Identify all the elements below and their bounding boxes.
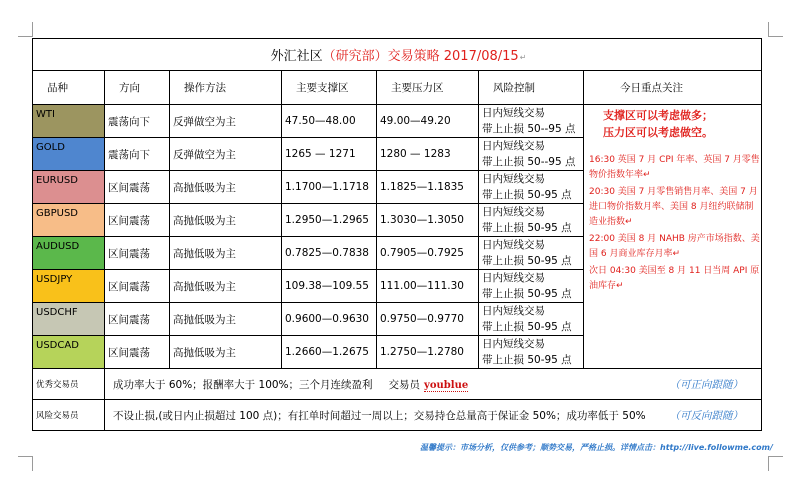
- method-cell: 高抛低吸为主: [170, 270, 282, 303]
- footnote: [420, 442, 773, 453]
- symbol-cell: EURUSD: [33, 171, 105, 204]
- method-cell: 反弹做空为主: [170, 138, 282, 171]
- risk-cell: [479, 204, 584, 237]
- risk-line-2: 带上止损 50-95 点: [482, 189, 572, 201]
- symbol-cell: AUDUSD: [33, 237, 105, 270]
- excellent-trader-label: 优秀交易员: [33, 369, 105, 400]
- focus-event: 次日 04:30 美国至 8 月 11 日当周 API 原油库存↵: [589, 266, 760, 291]
- method-cell: 反弹做空为主: [170, 105, 282, 138]
- focus-cell: [584, 105, 762, 369]
- symbol-cell: GBPUSD: [33, 204, 105, 237]
- resistance-cell: 0.9750—0.9770: [377, 303, 479, 336]
- risk-cell: [479, 138, 584, 171]
- focus-headline: 压力区可以考虑做空。: [603, 126, 713, 139]
- header-resistance: 主要压力区: [377, 71, 479, 105]
- risk-line-2: 带上止损 50-95 点: [482, 255, 572, 267]
- risk-line-1: 日内短线交易: [482, 338, 545, 350]
- header-method: 操作方法: [170, 71, 282, 105]
- crop-mark-bottom-left: [18, 456, 33, 471]
- resistance-cell: 1.2750—1.2780: [377, 336, 479, 369]
- risk-cell: [479, 303, 584, 336]
- excellent-trader-row: [33, 369, 762, 400]
- support-cell: 0.7825—0.7838: [282, 237, 377, 270]
- excellent-trader-text: 成功率大于 60%；报酬率大于 100%；三个月连续盈利: [113, 378, 373, 391]
- risk-trader-criteria: [105, 400, 762, 431]
- risk-cell: [479, 171, 584, 204]
- title-suffix: 交易策略 2017/08/15: [387, 49, 519, 64]
- trader-label: 交易员: [388, 378, 421, 391]
- crop-mark-bottom-right: [768, 456, 783, 471]
- trader-name-link[interactable]: youblue: [424, 379, 469, 391]
- risk-line-2: 带上止损 50-95 点: [482, 288, 572, 300]
- resistance-cell: 1.3030—1.3050: [377, 204, 479, 237]
- method-cell: 高抛低吸为主: [170, 303, 282, 336]
- support-cell: 1265 — 1271: [282, 138, 377, 171]
- header-support: 主要支撑区: [282, 71, 377, 105]
- title-prefix: 外汇社区: [270, 49, 323, 64]
- risk-line-2: 带上止损 50-95 点: [482, 321, 572, 333]
- risk-trader-text: 不设止损,(或日内止损超过 100 点)；有扛单时间超过一周以上；交易持仓总量高于保证金 50%；成功率低于 50%: [113, 409, 646, 422]
- footnote-text: 温馨提示：市场分析，仅供参考；顺势交易，严格止损。详情点击：: [420, 443, 660, 452]
- header-symbol: 品种: [33, 71, 105, 105]
- title-highlight: （研究部）: [322, 49, 388, 64]
- document-title: [33, 39, 762, 71]
- resistance-cell: 1280 — 1283: [377, 138, 479, 171]
- support-cell: 109.38—109.55: [282, 270, 377, 303]
- symbol-cell: WTI: [33, 105, 105, 138]
- direction-cell: 区间震荡: [105, 171, 170, 204]
- resistance-cell: 1.1825—1.1835: [377, 171, 479, 204]
- risk-line-2: 带上止损 50-95 点: [482, 222, 572, 234]
- direction-cell: 区间震荡: [105, 270, 170, 303]
- method-cell: 高抛低吸为主: [170, 237, 282, 270]
- symbol-cell: USDJPY: [33, 270, 105, 303]
- footnote-link[interactable]: http://live.followme.com/: [660, 443, 773, 452]
- resistance-cell: 111.00—111.30: [377, 270, 479, 303]
- risk-line-1: 日内短线交易: [482, 272, 545, 284]
- paragraph-mark: ↵: [519, 53, 527, 62]
- excellent-trader-criteria: [105, 369, 762, 400]
- risk-line-2: 带上止损 50--95 点: [482, 156, 576, 168]
- header-risk: 风险控制: [479, 71, 584, 105]
- risk-line-2: 带上止损 50--95 点: [482, 123, 576, 135]
- resistance-cell: 0.7905—0.7925: [377, 237, 479, 270]
- support-cell: 47.50—48.00: [282, 105, 377, 138]
- crop-mark-top-left: [18, 22, 33, 37]
- symbol-cell: USDCAD: [33, 336, 105, 369]
- direction-cell: 震荡向下: [105, 105, 170, 138]
- risk-line-1: 日内短线交易: [482, 206, 545, 218]
- risk-trader-label: 风险交易员: [33, 400, 105, 431]
- risk-line-1: 日内短线交易: [482, 239, 545, 251]
- method-cell: 高抛低吸为主: [170, 204, 282, 237]
- symbol-cell: GOLD: [33, 138, 105, 171]
- focus-event: 16:30 英国 7 月 CPI 年率、英国 7 月零售物价指数年率↵: [589, 155, 760, 180]
- resistance-cell: 49.00—49.20: [377, 105, 479, 138]
- method-cell: 高抛低吸为主: [170, 336, 282, 369]
- direction-cell: 区间震荡: [105, 303, 170, 336]
- risk-line-1: 日内短线交易: [482, 305, 545, 317]
- focus-event: 22:00 美国 8 月 NAHB 房产市场指数、美国 6 月商业库存月率↵: [589, 234, 760, 259]
- method-cell: 高抛低吸为主: [170, 171, 282, 204]
- header-row: [33, 71, 762, 105]
- symbol-cell: USDCHF: [33, 303, 105, 336]
- risk-cell: [479, 336, 584, 369]
- risk-line-2: 带上止损 50-95 点: [482, 354, 572, 366]
- direction-cell: 区间震荡: [105, 204, 170, 237]
- header-focus: 今日重点关注: [584, 71, 762, 105]
- support-cell: 0.9600—0.9630: [282, 303, 377, 336]
- risk-line-1: 日内短线交易: [482, 107, 545, 119]
- risk-cell: [479, 237, 584, 270]
- direction-cell: 震荡向下: [105, 138, 170, 171]
- crop-mark-top-right: [768, 22, 783, 37]
- strategy-table: [32, 38, 762, 431]
- excellent-trader-note: （可正向跟随）: [669, 379, 743, 391]
- focus-headline: 支撑区可以考虑做多；: [603, 109, 713, 122]
- risk-trader-row: [33, 400, 762, 431]
- focus-event: 20:30 美国 7 月零售销售月率、美国 7 月进口物价指数月率、美国 8 月纽约联储制造业指数↵: [589, 187, 758, 227]
- support-cell: 1.2660—1.2675: [282, 336, 377, 369]
- risk-cell: [479, 105, 584, 138]
- direction-cell: 区间震荡: [105, 336, 170, 369]
- risk-trader-note: （可反向跟随）: [669, 410, 743, 422]
- support-cell: 1.2950—1.2965: [282, 204, 377, 237]
- table-row: [33, 105, 762, 138]
- header-direction: 方向: [105, 71, 170, 105]
- risk-line-1: 日内短线交易: [482, 173, 545, 185]
- risk-cell: [479, 270, 584, 303]
- direction-cell: 区间震荡: [105, 237, 170, 270]
- support-cell: 1.1700—1.1718: [282, 171, 377, 204]
- risk-line-1: 日内短线交易: [482, 140, 545, 152]
